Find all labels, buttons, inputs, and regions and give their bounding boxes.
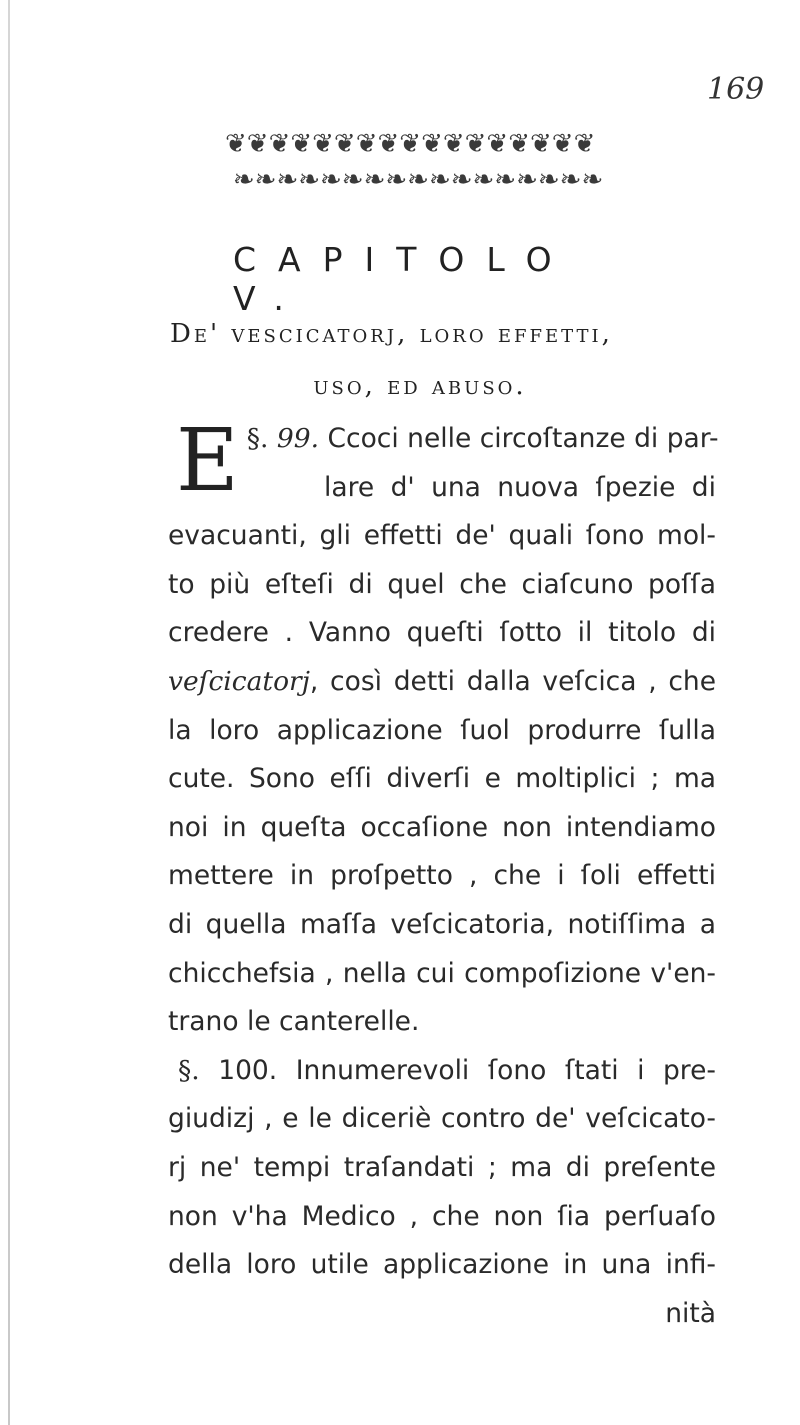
paragraph-line: [168, 658, 716, 707]
svg-text:❦❦❦❦❦❦❦❦❦❦❦❦❦❦❦❦❦: ❦❦❦❦❦❦❦❦❦❦❦❦❦❦❦❦❦: [225, 129, 596, 159]
page-number: 169: [707, 72, 765, 107]
chapter-title: CAPITOLO V.: [233, 240, 574, 318]
paragraph-100: [168, 1047, 716, 1339]
paragraph-line-text: Innumerevoli ſono ſtati i pre-: [295, 1054, 716, 1086]
paragraph-line-text: , così detti dalla veſcica , che: [309, 665, 716, 697]
paragraph-line: credere . Vanno queſti ſotto il titolo di: [168, 617, 716, 649]
heading-line-1: De' vescicatorj, loro effetti,: [170, 319, 613, 349]
paragraph-line: to più eſteſi di quel che ciaſcuno poſſa: [168, 568, 716, 600]
paragraph-line: la loro applicazione ſuol produrre ſulla: [168, 714, 716, 746]
catchword: nità: [665, 1297, 716, 1329]
paragraph-line: [168, 1047, 716, 1096]
heading-line-2: uso, ed abuso.: [313, 371, 527, 401]
paragraph-line: lare d' una nuova ſpezie di: [324, 471, 716, 503]
section-mark: §.: [178, 1054, 200, 1086]
section-number: 100.: [218, 1054, 278, 1086]
paragraph-line: non v'ha Medico , che non ſia perſuaſo: [168, 1200, 716, 1232]
drop-cap: E: [176, 411, 239, 511]
body-text: [168, 411, 719, 1338]
paragraph-line: evacuanti, gli effetti de' quali ſono mol-: [168, 520, 716, 552]
paragraph-line: chicchefsia , nella cui compoſizione v'en-: [168, 957, 716, 989]
paragraph-line: cute. Sono eſſi diverſi e moltiplici ; ma: [168, 763, 716, 795]
paragraph-line: rj ne' tempi traſandati ; ma di preſente: [168, 1151, 716, 1183]
paragraph-line: della loro utile applicazione in una infi-: [168, 1249, 716, 1281]
paragraph-line: trano le canterelle.: [168, 1006, 420, 1038]
section-heading: [170, 308, 770, 412]
section-number: 99.: [276, 423, 320, 454]
page-gutter-edge: [8, 0, 10, 1425]
printer-flower-ornament: [225, 120, 675, 200]
paragraph-line: noi in queſta occaſione non intendiamo: [168, 811, 716, 843]
svg-text:❧❧❧❧❧❧❧❧❧❧❧❧❧❧❧❧❧: ❧❧❧❧❧❧❧❧❧❧❧❧❧❧❧❧❧: [233, 165, 604, 195]
paragraph-line-text: Ccoci nelle circoſtanze di par-: [327, 423, 719, 454]
section-mark: §.: [246, 423, 269, 454]
paragraph-line: giudizj , e le diceriè contro de' veſcicato-: [168, 1103, 716, 1135]
paragraph-99: [168, 411, 719, 1047]
paragraph-line: mettere in proſpetto , che i ſoli effetti: [168, 860, 716, 892]
paragraph-line: di quella maſſa veſcicatoria, notiſſima a: [168, 908, 716, 940]
italic-term: veſcicatorj: [168, 665, 310, 697]
